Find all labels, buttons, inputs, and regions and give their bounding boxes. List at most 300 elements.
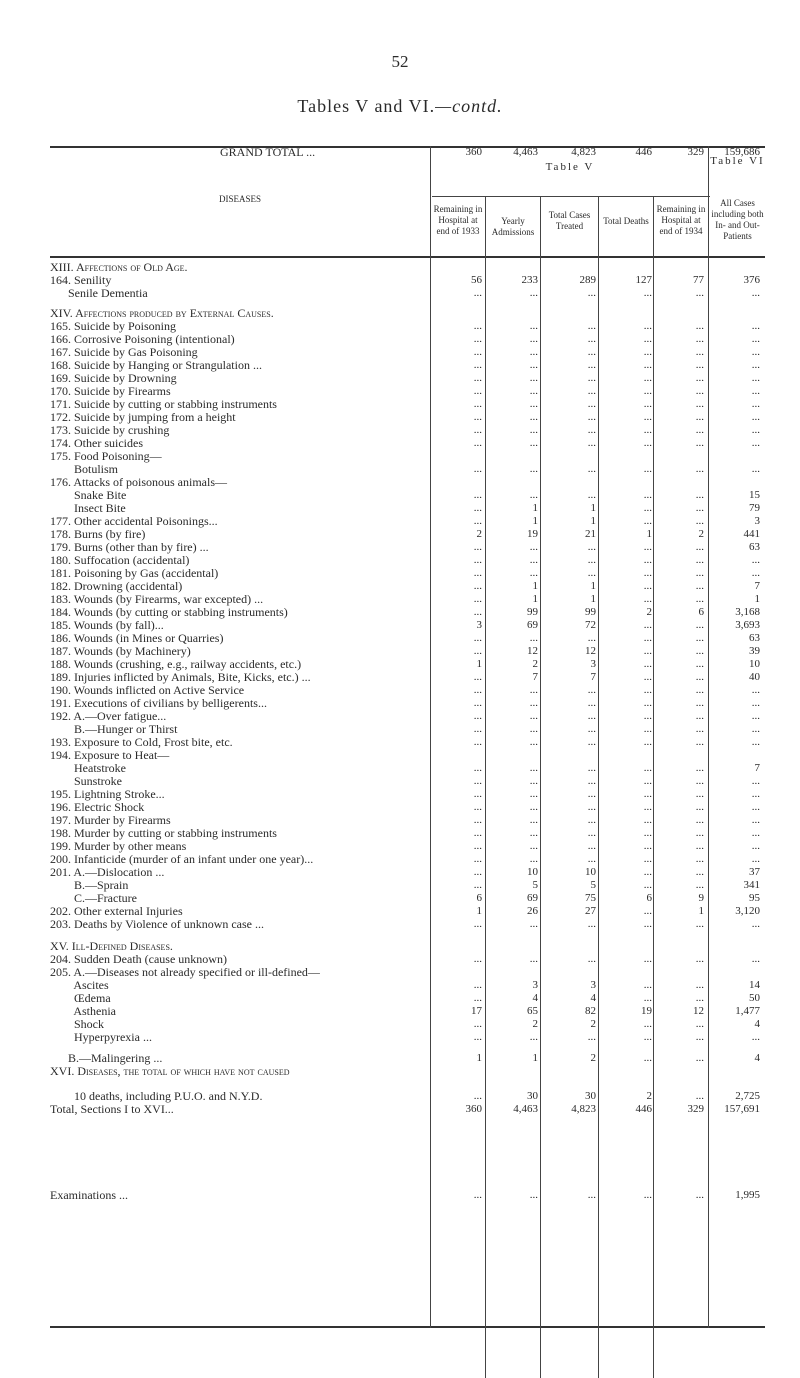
cell-value: ... <box>695 918 704 930</box>
cell-value: ... <box>529 437 538 449</box>
table-row <box>50 723 765 736</box>
cell-value: 4 <box>754 1018 760 1030</box>
cell-value: ... <box>529 554 538 566</box>
cell-value: ... <box>695 953 704 965</box>
table-row <box>50 1090 765 1103</box>
cell-value: ... <box>643 853 652 865</box>
cell-value: ... <box>529 346 538 358</box>
table-row <box>50 567 765 580</box>
cell-value: ... <box>587 632 596 644</box>
row-label: XV. Ill-Defined Diseases. <box>50 940 173 953</box>
row-label: 182. Drowning (accidental) <box>50 580 183 593</box>
table-row <box>50 658 765 671</box>
cell-value: 4,463 <box>513 1103 538 1115</box>
cell-value: ... <box>695 333 704 345</box>
cell-value: 12 <box>693 1005 704 1017</box>
cell-value: 3,168 <box>735 606 760 618</box>
cell-value: 21 <box>585 528 596 540</box>
table-row <box>50 424 765 437</box>
cell-value: ... <box>695 979 704 991</box>
cell-value: ... <box>751 346 760 358</box>
row-label: 176. Attacks of poisonous animals— <box>50 476 227 489</box>
row-label: 195. Lightning Stroke... <box>50 788 165 801</box>
cell-value: 65 <box>527 1005 538 1017</box>
cell-value: 2 <box>646 606 652 618</box>
row-label: 173. Suicide by crushing <box>50 424 170 437</box>
table-row <box>50 450 765 463</box>
row-label: XIII. Affections of Old Age. <box>50 261 188 274</box>
cell-value: 30 <box>527 1090 538 1102</box>
header-bottom-rule <box>50 256 765 258</box>
header-table6: Table VI <box>710 155 765 167</box>
cell-value: 17 <box>471 1005 482 1017</box>
cell-value: ... <box>643 567 652 579</box>
cell-value: ... <box>587 953 596 965</box>
row-label: 194. Exposure to Heat— <box>50 749 170 762</box>
row-label: C.—Fracture <box>50 892 137 905</box>
cell-value: ... <box>695 1052 704 1064</box>
cell-value: 3 <box>754 515 760 527</box>
cell-value: ... <box>643 879 652 891</box>
cell-value: 3 <box>590 658 596 670</box>
table-row <box>50 554 765 567</box>
cell-value: ... <box>643 424 652 436</box>
cell-value: ... <box>695 619 704 631</box>
cell-value: ... <box>529 463 538 475</box>
cell-value: ... <box>751 463 760 475</box>
table-row <box>50 320 765 333</box>
table-row <box>50 528 765 541</box>
cell-value: ... <box>695 775 704 787</box>
cell-value: ... <box>587 411 596 423</box>
cell-value: 69 <box>527 619 538 631</box>
cell-value: ... <box>643 697 652 709</box>
cell-value: ... <box>473 788 482 800</box>
row-label: Botulism <box>50 463 119 476</box>
cell-value: ... <box>643 541 652 553</box>
table-row <box>50 274 765 287</box>
cell-value: ... <box>643 398 652 410</box>
cell-value: ... <box>695 645 704 657</box>
table-row <box>50 146 765 159</box>
cell-value: ... <box>473 853 482 865</box>
row-label: 185. Wounds (by fall)... <box>50 619 164 632</box>
cell-value: ... <box>695 814 704 826</box>
cell-value: ... <box>643 411 652 423</box>
header-col-4: Remaining in Hospital at end of 1934 <box>656 204 706 236</box>
header-table5: Table V <box>545 161 595 173</box>
cell-value: 63 <box>749 632 760 644</box>
cell-value: 26 <box>527 905 538 917</box>
row-label: Examinations ... <box>50 1189 128 1202</box>
cell-value: ... <box>643 489 652 501</box>
table-row <box>50 385 765 398</box>
cell-value: 79 <box>749 502 760 514</box>
cell-value: ... <box>643 814 652 826</box>
cell-value: 3,693 <box>735 619 760 631</box>
cell-value: 1,995 <box>735 1189 760 1201</box>
row-label: 178. Burns (by fire) <box>50 528 146 541</box>
cell-value: 6 <box>646 892 652 904</box>
row-label: 197. Murder by Firearms <box>50 814 171 827</box>
cell-value: ... <box>473 502 482 514</box>
cell-value: ... <box>529 814 538 826</box>
cell-value: 2 <box>590 1052 596 1064</box>
page-number: 52 <box>391 52 409 71</box>
row-label: 165. Suicide by Poisoning <box>50 320 177 333</box>
cell-value: ... <box>529 385 538 397</box>
cell-value: ... <box>643 437 652 449</box>
cell-value: ... <box>587 762 596 774</box>
table-row <box>50 762 765 775</box>
cell-value: ... <box>473 827 482 839</box>
cell-value: ... <box>529 918 538 930</box>
row-label: 192. A.—Over fatigue... <box>50 710 167 723</box>
cell-value: ... <box>473 1090 482 1102</box>
header-col-1: Yearly Admissions <box>491 216 535 237</box>
cell-value: 5 <box>532 879 538 891</box>
cell-value: 7 <box>754 580 760 592</box>
cell-value: ... <box>473 801 482 813</box>
table-row <box>50 736 765 749</box>
cell-value: ... <box>473 489 482 501</box>
cell-value: ... <box>751 398 760 410</box>
cell-value: ... <box>473 424 482 436</box>
table-row <box>50 619 765 632</box>
row-label: XVI. Diseases, the total of which have not caused <box>50 1065 290 1078</box>
cell-value: ... <box>695 723 704 735</box>
cell-value: ... <box>473 736 482 748</box>
row-label: 170. Suicide by Firearms <box>50 385 171 398</box>
row-label: 179. Burns (other than by fire) ... <box>50 541 209 554</box>
cell-value: ... <box>643 515 652 527</box>
row-label: 189. Injuries inflicted by Animals, Bite, Kicks, etc.) ... <box>50 671 311 684</box>
cell-value: ... <box>473 515 482 527</box>
row-label: 202. Other external Injuries <box>50 905 183 918</box>
cell-value: ... <box>529 697 538 709</box>
cell-value: ... <box>751 918 760 930</box>
table-row <box>50 515 765 528</box>
cell-value: ... <box>695 671 704 683</box>
cell-value: 3 <box>532 979 538 991</box>
table-row <box>50 892 765 905</box>
table-row <box>50 489 765 502</box>
header-col-3: Total Deaths <box>603 216 649 226</box>
row-label: 191. Executions of civilians by belligerents... <box>50 697 267 710</box>
cell-value: ... <box>695 853 704 865</box>
cell-value: ... <box>643 1018 652 1030</box>
header-col-2: Total Cases Treated <box>548 210 591 231</box>
cell-value: 7 <box>590 671 596 683</box>
cell-value: 82 <box>585 1005 596 1017</box>
cell-value: 289 <box>579 274 596 286</box>
cell-value: ... <box>643 827 652 839</box>
table-row <box>50 593 765 606</box>
cell-value: ... <box>695 554 704 566</box>
cell-value: 10 <box>527 866 538 878</box>
cell-value: ... <box>643 502 652 514</box>
cell-value: ... <box>529 489 538 501</box>
table-row <box>50 801 765 814</box>
row-label: 10 deaths, including P.U.O. and N.Y.D. <box>50 1090 263 1103</box>
cell-value: 3 <box>590 979 596 991</box>
table-row <box>50 645 765 658</box>
table-row <box>50 307 765 320</box>
cell-value: 72 <box>585 619 596 631</box>
cell-value: ... <box>587 736 596 748</box>
cell-value: 15 <box>749 489 760 501</box>
cell-value: ... <box>643 346 652 358</box>
cell-value: ... <box>473 840 482 852</box>
table-row <box>50 333 765 346</box>
table-row <box>50 710 765 723</box>
cell-value: 56 <box>471 274 482 286</box>
cell-value: ... <box>529 398 538 410</box>
cell-value: ... <box>751 788 760 800</box>
cell-value: ... <box>695 632 704 644</box>
cell-value: 2 <box>476 528 482 540</box>
cell-value: ... <box>695 1018 704 1030</box>
cell-value: 1 <box>754 593 760 605</box>
row-label: 168. Suicide by Hanging or Strangulation ... <box>50 359 262 372</box>
cell-value: ... <box>751 710 760 722</box>
cell-value: 1 <box>532 580 538 592</box>
cell-value: ... <box>473 567 482 579</box>
table-row <box>50 463 765 476</box>
cell-value: ... <box>529 775 538 787</box>
cell-value: ... <box>643 671 652 683</box>
cell-value: ... <box>473 632 482 644</box>
cell-value: ... <box>695 788 704 800</box>
cell-value: ... <box>473 671 482 683</box>
cell-value: ... <box>587 346 596 358</box>
cell-value: ... <box>587 788 596 800</box>
table-bottom-rule <box>50 1326 765 1328</box>
table-row <box>50 905 765 918</box>
cell-value: ... <box>587 437 596 449</box>
title-contd: —contd. <box>435 96 503 116</box>
cell-value: ... <box>751 827 760 839</box>
table-row <box>50 372 765 385</box>
cell-value: 1 <box>590 515 596 527</box>
cell-value: ... <box>695 866 704 878</box>
header-col-5: All Cases including both In- and Out-Patients <box>711 198 764 241</box>
cell-value: ... <box>529 684 538 696</box>
cell-value: ... <box>587 775 596 787</box>
cell-value: ... <box>473 814 482 826</box>
cell-value: ... <box>587 710 596 722</box>
row-label: B.—Sprain <box>50 879 129 892</box>
cell-value: 1 <box>698 905 704 917</box>
cell-value: 1 <box>590 580 596 592</box>
cell-value: ... <box>695 658 704 670</box>
cell-value: ... <box>587 463 596 475</box>
cell-value: ... <box>473 385 482 397</box>
header-col-0: Remaining in Hospital at end of 1933 <box>433 204 483 236</box>
cell-value: 69 <box>527 892 538 904</box>
row-label: Snake Bite <box>50 489 127 502</box>
row-label: 164. Senility <box>50 274 112 287</box>
cell-value: ... <box>529 541 538 553</box>
cell-value: 329 <box>687 146 704 158</box>
cell-value: 1,477 <box>735 1005 760 1017</box>
table-row <box>50 1031 765 1044</box>
cell-value: ... <box>473 710 482 722</box>
cell-value: 360 <box>465 1103 482 1115</box>
cell-value: ... <box>473 879 482 891</box>
table-row <box>50 502 765 515</box>
cell-value: ... <box>473 333 482 345</box>
cell-value: ... <box>643 463 652 475</box>
cell-value: 1 <box>476 658 482 670</box>
cell-value: ... <box>473 580 482 592</box>
cell-value: ... <box>529 411 538 423</box>
cell-value: ... <box>751 723 760 735</box>
cell-value: ... <box>587 554 596 566</box>
table-row <box>50 346 765 359</box>
cell-value: ... <box>751 1031 760 1043</box>
cell-value: ... <box>643 1052 652 1064</box>
cell-value: 446 <box>635 1103 652 1115</box>
row-label: 171. Suicide by cutting or stabbing instruments <box>50 398 277 411</box>
table-row <box>50 261 765 274</box>
cell-value: 2 <box>532 1018 538 1030</box>
cell-value: ... <box>587 723 596 735</box>
cell-value: ... <box>529 801 538 813</box>
cell-value: ... <box>695 463 704 475</box>
cell-value: ... <box>587 814 596 826</box>
cell-value: ... <box>643 385 652 397</box>
row-label: B.—Hunger or Thirst <box>50 723 178 736</box>
cell-value: ... <box>643 788 652 800</box>
cell-value: ... <box>529 762 538 774</box>
row-label: 186. Wounds (in Mines or Quarries) <box>50 632 224 645</box>
cell-value: ... <box>643 359 652 371</box>
row-label: 196. Electric Shock <box>50 801 145 814</box>
table-row <box>50 1103 765 1116</box>
row-label: 181. Poisoning by Gas (accidental) <box>50 567 219 580</box>
cell-value: 10 <box>749 658 760 670</box>
cell-value: ... <box>473 1031 482 1043</box>
cell-value: ... <box>529 372 538 384</box>
cell-value: ... <box>529 333 538 345</box>
cell-value: 1 <box>532 593 538 605</box>
cell-value: ... <box>587 398 596 410</box>
cell-value: ... <box>473 359 482 371</box>
cell-value: ... <box>695 992 704 1004</box>
row-label: 193. Exposure to Cold, Frost bite, etc. <box>50 736 233 749</box>
table-row <box>50 398 765 411</box>
header-diseases: DISEASES <box>218 194 261 204</box>
cell-value: 360 <box>465 146 482 158</box>
cell-value: 1 <box>476 905 482 917</box>
cell-value: ... <box>751 684 760 696</box>
cell-value: 376 <box>743 274 760 286</box>
table-row <box>50 684 765 697</box>
cell-value: ... <box>529 710 538 722</box>
cell-value: ... <box>751 437 760 449</box>
row-label: Asthenia <box>50 1005 116 1018</box>
cell-value: ... <box>643 619 652 631</box>
row-label: 172. Suicide by jumping from a height <box>50 411 236 424</box>
row-label: 199. Murder by other means <box>50 840 187 853</box>
cell-value: 27 <box>585 905 596 917</box>
cell-value: ... <box>751 697 760 709</box>
table-row <box>50 853 765 866</box>
cell-value: ... <box>643 1189 652 1201</box>
cell-value: 6 <box>476 892 482 904</box>
row-label: Heatstroke <box>50 762 126 775</box>
cell-value: ... <box>751 359 760 371</box>
cell-value: ... <box>473 918 482 930</box>
table-row <box>50 827 765 840</box>
cell-value: ... <box>529 840 538 852</box>
row-label: 204. Sudden Death (cause unknown) <box>50 953 227 966</box>
table-row <box>50 992 765 1005</box>
cell-value: ... <box>643 953 652 965</box>
cell-value: ... <box>587 918 596 930</box>
cell-value: ... <box>751 801 760 813</box>
table-row <box>50 775 765 788</box>
table-row <box>50 476 765 489</box>
cell-value: ... <box>643 801 652 813</box>
cell-value: ... <box>529 1189 538 1201</box>
cell-value: ... <box>695 840 704 852</box>
cell-value: ... <box>643 736 652 748</box>
cell-value: ... <box>473 762 482 774</box>
cell-value: ... <box>643 840 652 852</box>
cell-value: ... <box>473 684 482 696</box>
row-label: 169. Suicide by Drowning <box>50 372 177 385</box>
cell-value: ... <box>529 320 538 332</box>
row-label: Ascites <box>50 979 109 992</box>
cell-value: ... <box>695 580 704 592</box>
cell-value: 37 <box>749 866 760 878</box>
cell-value: ... <box>751 853 760 865</box>
cell-value: ... <box>473 287 482 299</box>
table-row <box>50 1018 765 1031</box>
cell-value: ... <box>473 437 482 449</box>
cell-value: ... <box>695 398 704 410</box>
cell-value: 10 <box>585 866 596 878</box>
cell-value: ... <box>695 541 704 553</box>
cell-value: ... <box>473 411 482 423</box>
cell-value: ... <box>473 953 482 965</box>
cell-value: ... <box>529 853 538 865</box>
cell-value: 233 <box>521 274 538 286</box>
row-label: XIV. Affections produced by External Causes. <box>50 307 274 320</box>
cell-value: ... <box>643 979 652 991</box>
cell-value: 9 <box>698 892 704 904</box>
cell-value: ... <box>473 606 482 618</box>
cell-value: ... <box>695 385 704 397</box>
row-label: B.—Malingering ... <box>50 1052 163 1065</box>
cell-value: ... <box>695 827 704 839</box>
cell-value: ... <box>529 827 538 839</box>
table-row <box>50 359 765 372</box>
table-row <box>50 541 765 554</box>
cell-value: ... <box>695 1090 704 1102</box>
cell-value: 446 <box>635 146 652 158</box>
row-label: Insect Bite <box>50 502 126 515</box>
cell-value: ... <box>529 723 538 735</box>
row-label: 180. Suffocation (accidental) <box>50 554 190 567</box>
cell-value: ... <box>643 918 652 930</box>
cell-value: ... <box>587 320 596 332</box>
cell-value: ... <box>587 424 596 436</box>
cell-value: ... <box>473 372 482 384</box>
row-label: Sunstroke <box>50 775 122 788</box>
